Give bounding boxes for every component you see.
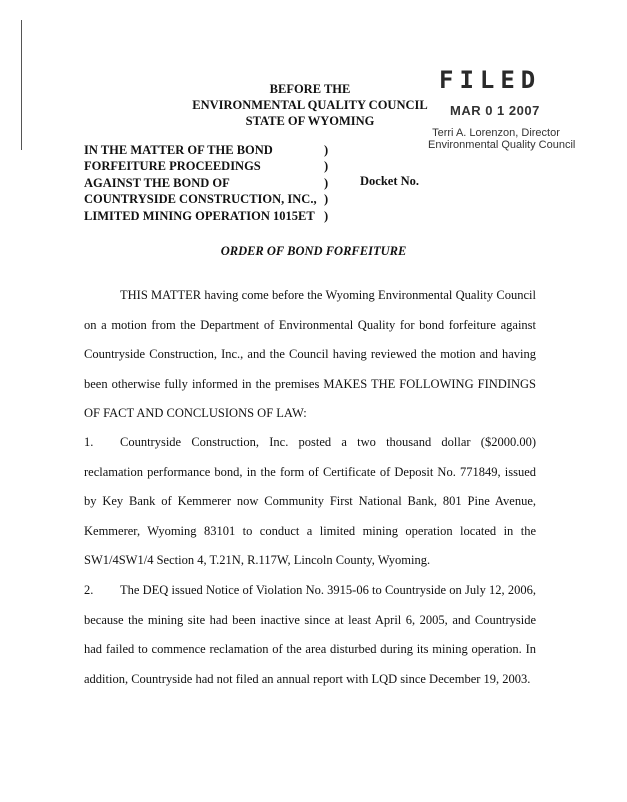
filed-stamp-word: FILED — [439, 66, 542, 94]
filed-stamp-date: MAR 0 1 2007 — [450, 103, 540, 118]
caption-line: COUNTRYSIDE CONSTRUCTION, INC., — [84, 192, 317, 207]
header-line-2: ENVIRONMENTAL QUALITY COUNCIL — [192, 98, 428, 112]
filed-stamp-signer-block — [428, 127, 576, 151]
header-line-1: BEFORE THE — [269, 82, 351, 96]
caption-row — [84, 158, 344, 174]
caption-line: FORFEITURE PROCEEDINGS — [84, 159, 261, 174]
finding-number: 1. — [84, 435, 94, 449]
caption-row — [84, 142, 344, 158]
caption-line: IN THE MATTER OF THE BOND — [84, 143, 273, 157]
finding-text: Countryside Construction, Inc. posted a two thousand dollar ($2000.00) reclamation performance bond, in the form of Certificate of Deposit No. 771849, issued by Key Bank of Kemmerer now Community First National Bank, 801 Pine Avenue, Kemmerer, Wyoming 83101 to conduct a limited mining operation located in the SW1/4SW1/4 Section 4, T.21N, R.117W, Lincoln County, Wyoming. — [84, 435, 536, 568]
document-title: ORDER OF BOND FORFEITURE — [220, 244, 407, 258]
filed-stamp-signer: Terri A. Lorenzon, Director — [432, 127, 560, 139]
caption-row — [84, 175, 344, 191]
case-caption — [84, 142, 344, 224]
caption-paren: ) — [324, 175, 329, 190]
finding-item-1 — [84, 428, 536, 576]
caption-paren: ) — [324, 143, 329, 157]
caption-paren: ) — [324, 192, 329, 207]
left-margin-line — [21, 20, 22, 150]
caption-line: LIMITED MINING OPERATION 1015ET — [84, 208, 315, 223]
filed-stamp-office: Environmental Quality Council — [428, 139, 576, 151]
caption-row — [84, 208, 344, 224]
docket-label: Docket No. — [360, 174, 420, 188]
finding-number: 2. — [84, 583, 94, 597]
finding-item-2 — [84, 576, 536, 694]
caption-row — [84, 191, 344, 207]
header-line-3: STATE OF WYOMING — [245, 114, 375, 128]
caption-paren: ) — [324, 159, 329, 174]
court-header — [160, 81, 460, 129]
intro-paragraph — [84, 281, 536, 429]
caption-paren: ) — [324, 208, 329, 223]
caption-line: AGAINST THE BOND OF — [84, 175, 230, 190]
finding-text: The DEQ issued Notice of Violation No. 3915-06 to Countryside on July 12, 2006, because the mining site had been inactive since at least April 6, 2005, and Countryside had failed to commence reclamation of the area disturbed during its mining operation. In addition, Countryside had not filed an annual report with LQD since December 19, 2003. — [84, 583, 536, 686]
finding-paragraph — [84, 428, 536, 576]
intro-paragraph-text: THIS MATTER having come before the Wyoming Environmental Quality Council on a motion from the Department of Environmental Quality for bond forfeiture against Countryside Construction, Inc., and the Council having reviewed the motion and having been otherwise fully informed in the premises MAKES THE FOLLOWING FINDINGS OF FACT AND CONCLUSIONS OF LAW: — [84, 288, 536, 421]
finding-paragraph — [84, 576, 536, 694]
